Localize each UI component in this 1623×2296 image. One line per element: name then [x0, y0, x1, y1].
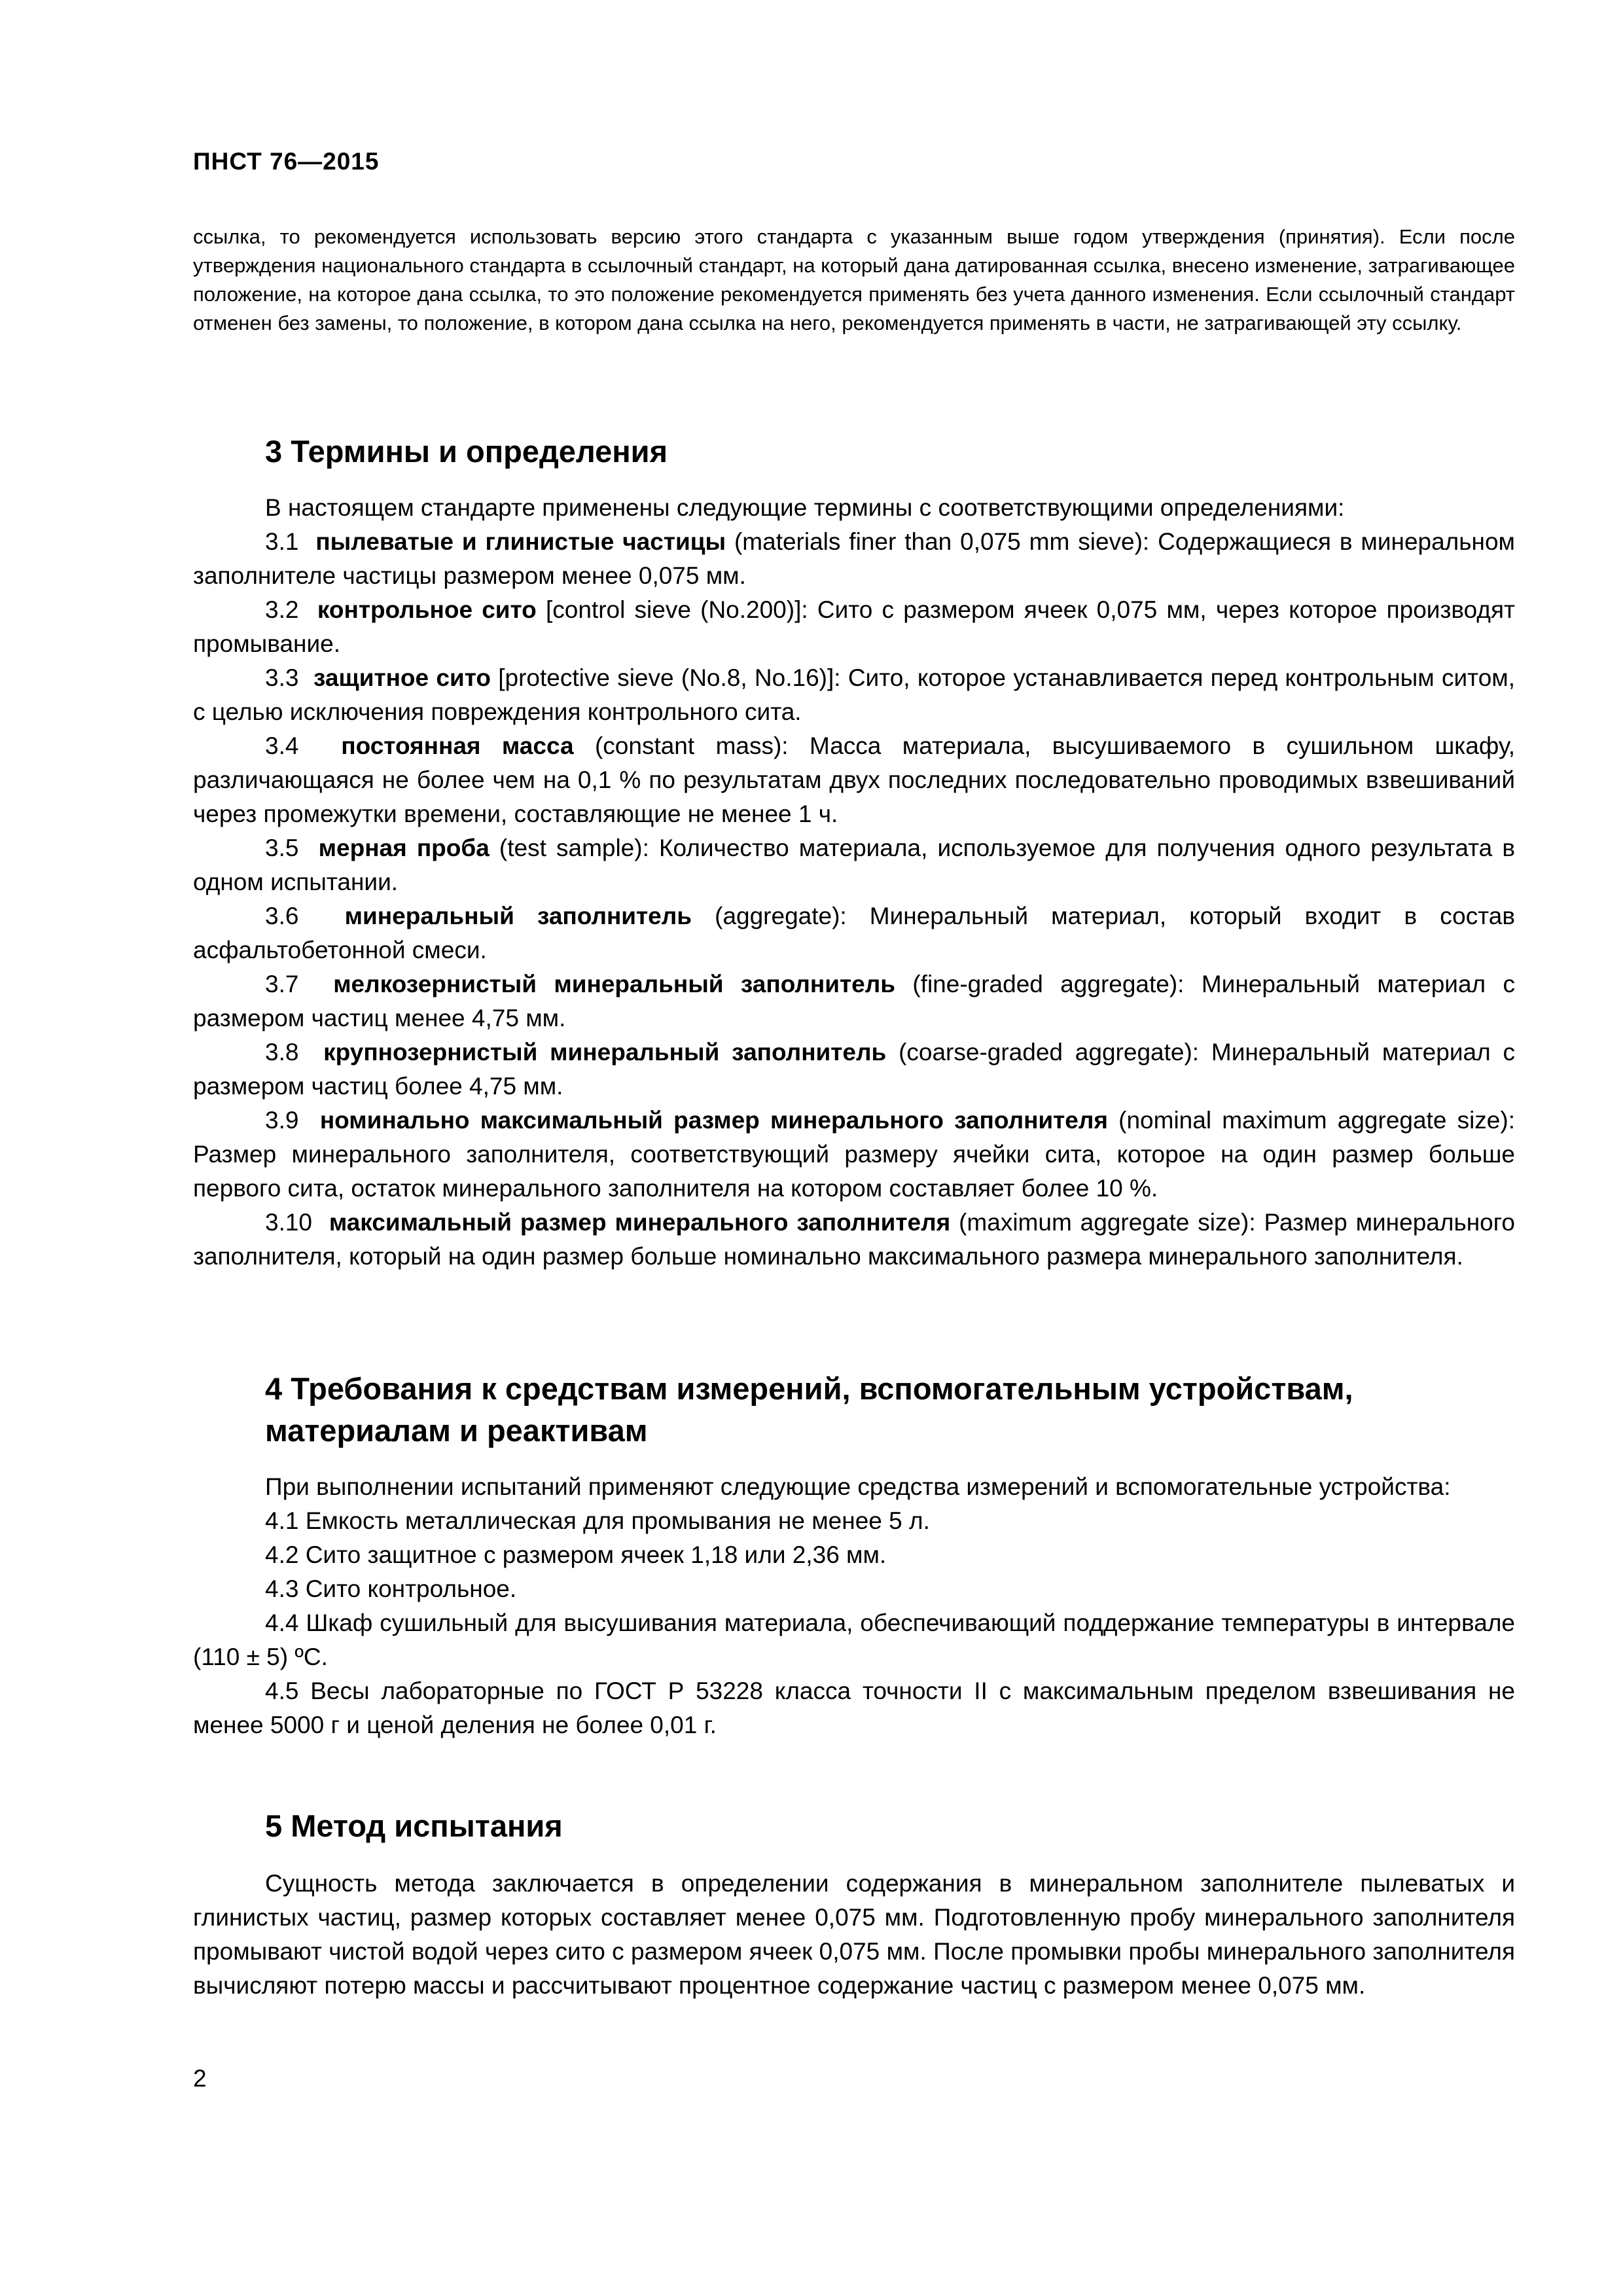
- section-4-body: [193, 1470, 1515, 1742]
- section-5-body: [193, 1867, 1515, 2003]
- section-3: [193, 431, 1515, 1274]
- equipment-item: 4.1 Емкость металлическая для промывания не менее 5 л.: [265, 1507, 930, 1534]
- section-3-body: [193, 491, 1515, 1274]
- term-item: 3.1 пылеватые и глинистые частицы (materials finer than 0,075 mm sieve): Содержащиеся в минеральном заполнителе частицы размером менее 0,075 мм.: [193, 528, 1515, 589]
- section-4-lead: При выполнении испытаний применяют следующие средства измерений и вспомогательные устройства:: [265, 1473, 1451, 1500]
- document-id: ПНСТ 76—2015: [193, 148, 380, 175]
- term-item: 3.5 мерная проба (test sample): Количество материала, используемое для получения одного результата в одном испытании.: [193, 834, 1515, 895]
- equipment-item: 4.4 Шкаф сушильный для высушивания материала, обеспечивающий поддержание температуры в интервале (110 ± 5) ºС.: [193, 1609, 1515, 1670]
- term-item: 3.9 номинально максимальный размер минерального заполнителя (nominal maximum aggregate size): Размер минерального заполнителя, соответствующий размеру ячейки сита, которое на один размер больше первого сита, остаток минерального заполнителя на котором составляет более 10 %.: [193, 1107, 1515, 1202]
- section-5-title: 5 Метод испытания: [265, 1808, 563, 1843]
- section-5-text: Сущность метода заключается в определении содержания в минеральном заполнителе пылеватых и глинистых частиц, размер которых составляет менее 0,075 мм. Подготовленную пробу минерального заполнителя промывают чистой водой через сито с размером ячеек 0,075 мм. После промывки пробы минерального заполнителя вычисляют потерю массы и рассчитывают процентное содержание частиц с размером менее 0,075 мм.: [193, 1870, 1515, 1999]
- section-5: [193, 1805, 1515, 2003]
- equipment-item: 4.2 Сито защитное с размером ячеек 1,18 или 2,36 мм.: [265, 1541, 887, 1568]
- section-4-title: 4 Требования к средствам измерений, вспомогательным устройствам, материалам и реактивам: [265, 1371, 1353, 1448]
- equipment-item: 4.3 Сито контрольное.: [265, 1575, 517, 1602]
- intro-text: ссылка, то рекомендуется использовать версию этого стандарта с указанным выше годом утверждения (принятия). Если после утверждения национального стандарта в ссылочный стандарт, на который дана датированная ссылка, внесено изменение, затрагивающее положение, на которое дана ссылка, то это положение рекомендуется применять без учета данного изменения. Если ссылочный стандарт отменен без замены, то положение, в котором дана ссылка на него, рекомендуется применять в части, не затрагивающей эту ссылку.: [193, 225, 1515, 334]
- term-item: 3.2 контрольное сито [control sieve (No.200)]: Сито с размером ячеек 0,075 мм, через которое производят промывание.: [193, 596, 1516, 657]
- term-item: 3.8 крупнозернистый минеральный заполнитель (coarse-graded aggregate): Минеральный материал с размером частиц более 4,75 мм.: [193, 1039, 1515, 1100]
- section-3-title: 3 Термины и определения: [265, 434, 668, 469]
- equipment-item: 4.5 Весы лабораторные по ГОСТ Р 53228 класса точности II с максимальным пределом взвешивания не менее 5000 г и ценой деления не более 0,01 г.: [193, 1677, 1515, 1738]
- page-number: 2: [193, 2065, 207, 2092]
- term-item: 3.6 минеральный заполнитель (aggregate): Минеральный материал, который входит в состав асфальтобетонной смеси.: [193, 903, 1516, 963]
- section-3-lead: В настоящем стандарте применены следующие термины с соответствующими определениями:: [265, 494, 1345, 521]
- section-4: [193, 1368, 1515, 1742]
- term-item: 3.4 постоянная масса (constant mass): Масса материала, высушиваемого в сушильном шкафу, различающаяся не более чем на 0,1 % по результатам двух последних последовательно проводимых взвешиваний через промежутки времени, составляющие не менее 1 ч.: [193, 732, 1515, 827]
- term-item: 3.7 мелкозернистый минеральный заполнитель (fine-graded aggregate): Минеральный материал с размером частиц менее 4,75 мм.: [193, 971, 1516, 1031]
- term-item: 3.3 защитное сито [protective sieve (No.8, No.16)]: Сито, которое устанавливается перед контрольным ситом, с целью исключения повреждения контрольного сита.: [193, 664, 1515, 725]
- intro-paragraph: [193, 223, 1515, 338]
- term-item: 3.10 максимальный размер минерального заполнителя (maximum aggregate size): Размер минерального заполнителя, который на один размер больше номинально максимального размера минерального заполнителя.: [193, 1209, 1515, 1270]
